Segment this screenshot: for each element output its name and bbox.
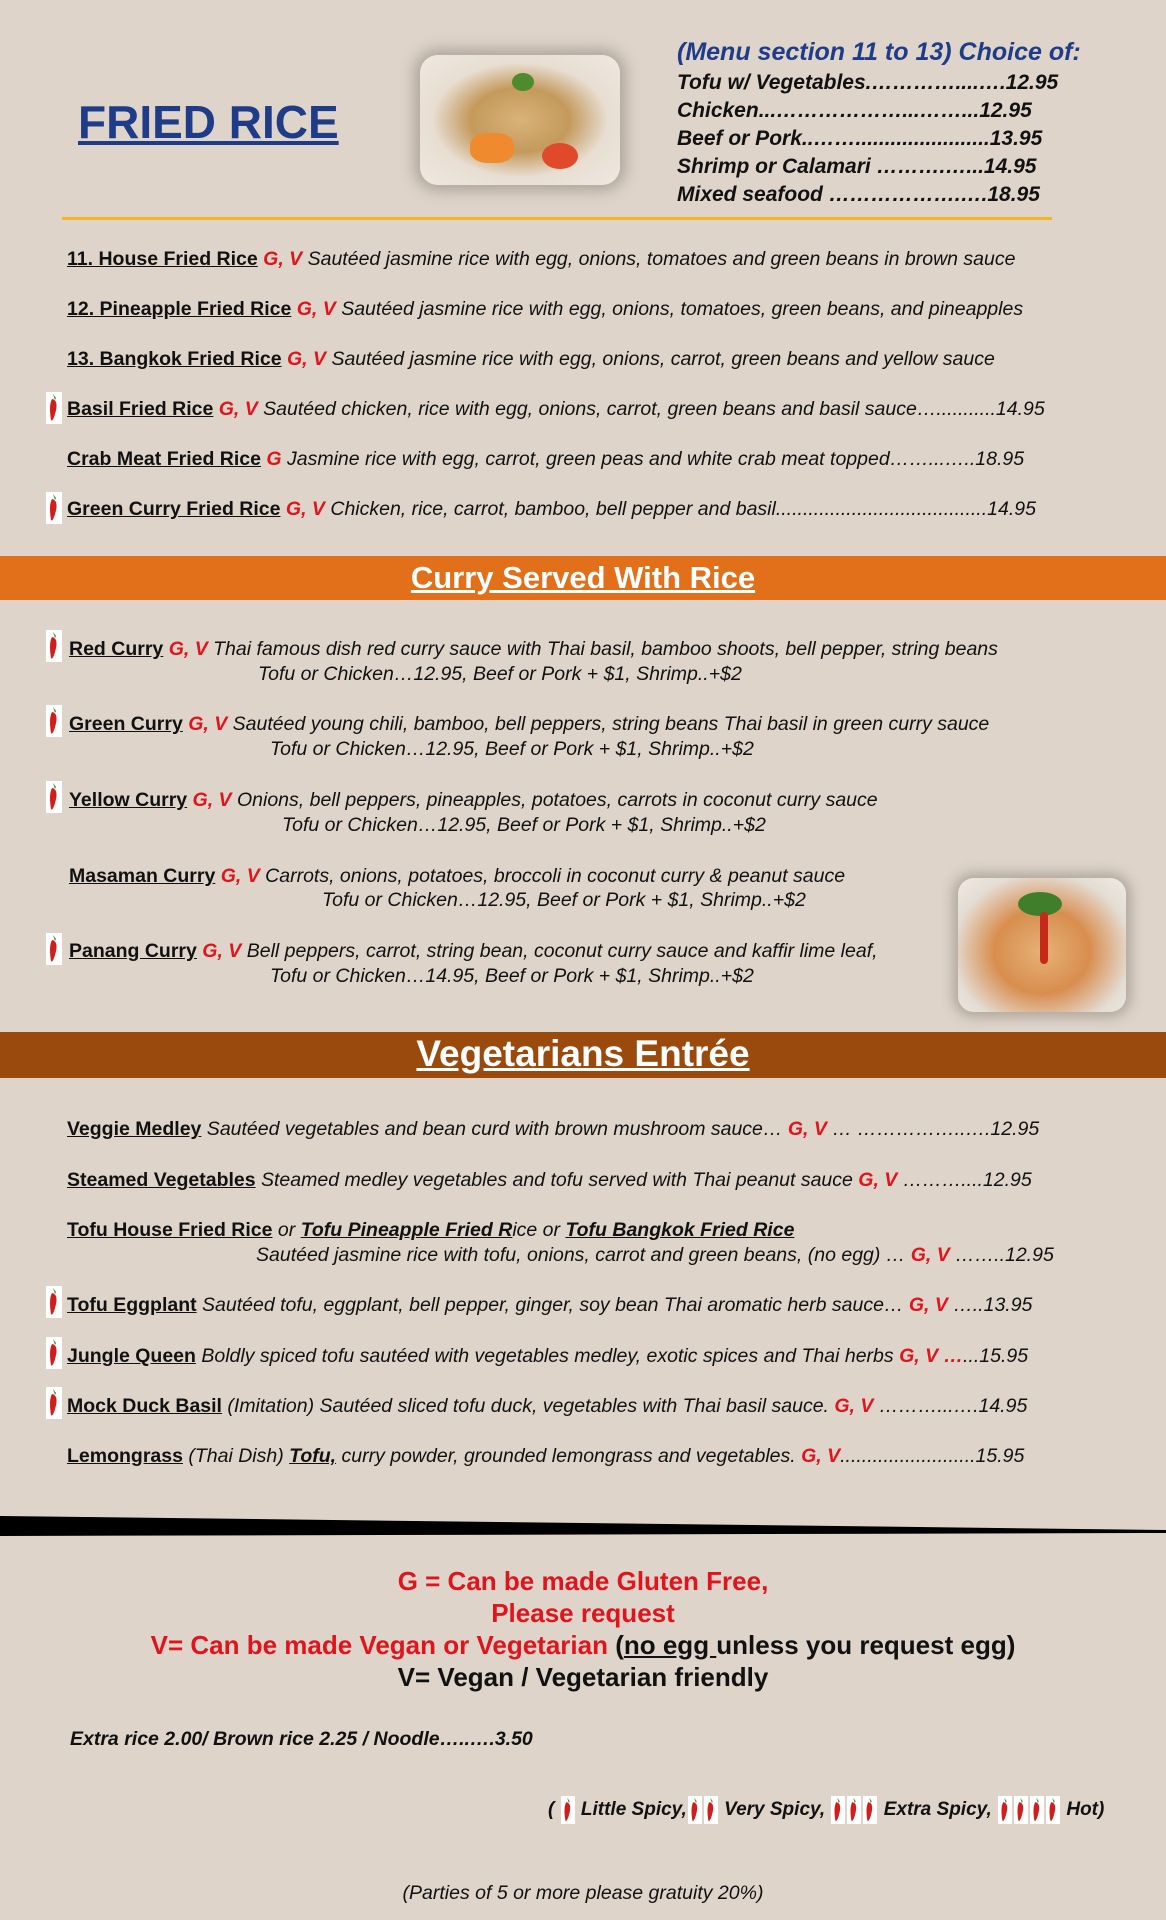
menu-item-steamed-vegetables: Steamed Vegetables Steamed medley vegetables and tofu served with Thai peanut sauce G, V ………....12.95 bbox=[67, 1169, 1032, 1191]
note-please-request: Please request bbox=[491, 1598, 675, 1628]
extras-line: Extra rice 2.00/ Brown rice 2.25 / Noodle…..….3.50 bbox=[70, 1728, 533, 1750]
price-line: Tofu or Chicken…12.95, Beef or Pork + $1, Shrimp..+$2 bbox=[258, 663, 742, 685]
chili-pepper-icon bbox=[1030, 1795, 1044, 1825]
chili-pepper-icon bbox=[704, 1795, 718, 1825]
menu-item-tofu-fried-rice: Tofu House Fried Rice or Tofu Pineapple Fried Rice or Tofu Bangkok Fried Rice bbox=[67, 1219, 795, 1241]
chili-pepper-icon bbox=[998, 1795, 1012, 1825]
fried-rice-photo bbox=[420, 55, 620, 185]
menu-item-mock-duck-basil: Mock Duck Basil (Imitation) Sautéed sliced tofu duck, vegetables with Thai basil sauce. G, V ………...….14.95 bbox=[67, 1395, 1028, 1417]
menu-item-crab-meat-fried-rice: Crab Meat Fried Rice G Jasmine rice with egg, carrot, green peas and white crab meat topped……...…..18.95 bbox=[67, 448, 1025, 470]
chili-pepper-icon bbox=[1014, 1795, 1028, 1825]
section-banner-vegetarian: Vegetarians Entrée bbox=[0, 1032, 1166, 1078]
choice-shrimp-calamari: Shrimp or Calamari ……….…...14.95 bbox=[677, 155, 1037, 178]
choice-tofu: Tofu w/ Vegetables.…………....….12.95 bbox=[677, 71, 1059, 94]
gratuity-note: (Parties of 5 or more please gratuity 20%) bbox=[402, 1882, 764, 1904]
menu-item-green-curry-fried-rice: Green Curry Fried Rice G, V Chicken, rice, carrot, bamboo, bell pepper and basil.......................................14.95 bbox=[67, 498, 1036, 520]
chili-pepper-icon bbox=[46, 492, 62, 524]
price-line: Tofu or Chicken…12.95, Beef or Pork + $1, Shrimp..+$2 bbox=[270, 738, 754, 760]
chili-pepper-icon bbox=[46, 781, 62, 813]
choice-heading: (Menu section 11 to 13) Choice of: bbox=[677, 38, 1081, 66]
menu-item-yellow-curry: Yellow Curry G, V Onions, bell peppers, pineapples, potatoes, carrots in coconut curry sauce bbox=[69, 789, 878, 811]
note-vegan-friendly: V= Vegan / Vegetarian friendly bbox=[397, 1662, 769, 1692]
note-gluten-free: G = Can be made Gluten Free, bbox=[397, 1566, 769, 1596]
menu-item-panang-curry: Panang Curry G, V Bell peppers, carrot, string bean, coconut curry sauce and kaffir lime leaf, bbox=[69, 940, 878, 962]
section-banner-curry: Curry Served With Rice bbox=[0, 556, 1166, 600]
price-line: Tofu or Chicken…12.95, Beef or Pork + $1, Shrimp..+$2 bbox=[282, 814, 766, 836]
note-vegan: V= Can be made Vegan or Vegetarian (no egg unless you request egg) bbox=[150, 1630, 1016, 1660]
chili-pepper-icon bbox=[688, 1795, 702, 1825]
menu-item-house-fried-rice: 11. House Fried Rice G, V Sautéed jasmine rice with egg, onions, tomatoes and green beans in brown sauce bbox=[67, 248, 1016, 270]
chili-pepper-icon bbox=[46, 705, 62, 737]
chili-pepper-icon bbox=[46, 1387, 62, 1419]
chili-pepper-icon bbox=[863, 1795, 877, 1825]
menu-item-jungle-queen: Jungle Queen Boldly spiced tofu sautéed with vegetables medley, exotic spices and Thai herbs G, V …...15.95 bbox=[67, 1345, 1029, 1367]
spice-legend: ( Little Spicy, Very Spicy, Extra Spicy, Hot) bbox=[548, 1793, 1104, 1827]
chili-pepper-icon bbox=[46, 933, 62, 965]
menu-item-tofu-eggplant: Tofu Eggplant Sautéed tofu, eggplant, bell pepper, ginger, soy bean Thai aromatic herb sauce… G, V …..13.95 bbox=[67, 1294, 1033, 1316]
tofu-fried-rice-description: Sautéed jasmine rice with tofu, onions, carrot and green beans, (no egg) … G, V ……..12.95 bbox=[256, 1244, 1054, 1266]
curry-photo bbox=[958, 878, 1126, 1012]
chili-pepper-icon bbox=[847, 1795, 861, 1825]
choice-beef-pork: Beef or Pork..…….......................13.95 bbox=[677, 127, 1043, 150]
menu-item-lemongrass: Lemongrass (Thai Dish) Tofu, curry powder, grounded lemongrass and vegetables. G, V.........................15.95 bbox=[67, 1445, 1025, 1467]
chili-pepper-icon bbox=[831, 1795, 845, 1825]
page-title: FRIED RICE bbox=[78, 96, 339, 148]
choice-box bbox=[677, 38, 1117, 209]
chili-pepper-icon bbox=[46, 1286, 62, 1318]
menu-item-bangkok-fried-rice: 13. Bangkok Fried Rice G, V Sautéed jasmine rice with egg, onions, carrot, green beans and yellow sauce bbox=[67, 348, 995, 370]
divider bbox=[0, 1516, 1166, 1536]
choice-chicken: Chicken...………………...……...12.95 bbox=[677, 99, 1032, 122]
menu-item-green-curry: Green Curry G, V Sautéed young chili, bamboo, bell peppers, string beans Thai basil in green curry sauce bbox=[69, 713, 990, 735]
chili-pepper-icon bbox=[46, 392, 62, 424]
price-line: Tofu or Chicken…12.95, Beef or Pork + $1, Shrimp..+$2 bbox=[322, 889, 806, 911]
chili-pepper-icon bbox=[561, 1795, 575, 1825]
menu-item-pineapple-fried-rice: 12. Pineapple Fried Rice G, V Sautéed jasmine rice with egg, onions, tomatoes, green beans, and pineapples bbox=[67, 298, 1024, 320]
divider bbox=[62, 217, 1052, 220]
chili-pepper-icon bbox=[1046, 1795, 1060, 1825]
price-line: Tofu or Chicken…14.95, Beef or Pork + $1, Shrimp..+$2 bbox=[270, 965, 754, 987]
chili-pepper-icon bbox=[46, 1337, 62, 1369]
menu-item-red-curry: Red Curry G, V Thai famous dish red curry sauce with Thai basil, bamboo shoots, bell pepper, string beans bbox=[69, 638, 998, 660]
menu-item-veggie-medley: Veggie Medley Sautéed vegetables and bean curd with brown mushroom sauce… G, V … ……………..….12.95 bbox=[67, 1118, 1040, 1140]
menu-item-basil-fried-rice: Basil Fried Rice G, V Sautéed chicken, rice with egg, onions, carrot, green beans and basil sauce…...........14.95 bbox=[67, 398, 1045, 420]
menu-item-masaman-curry: Masaman Curry G, V Carrots, onions, potatoes, broccoli in coconut curry & peanut sauce bbox=[69, 865, 846, 887]
choice-mixed-seafood: Mixed seafood ……………….….18.95 bbox=[677, 183, 1040, 206]
chili-pepper-icon bbox=[46, 630, 62, 662]
